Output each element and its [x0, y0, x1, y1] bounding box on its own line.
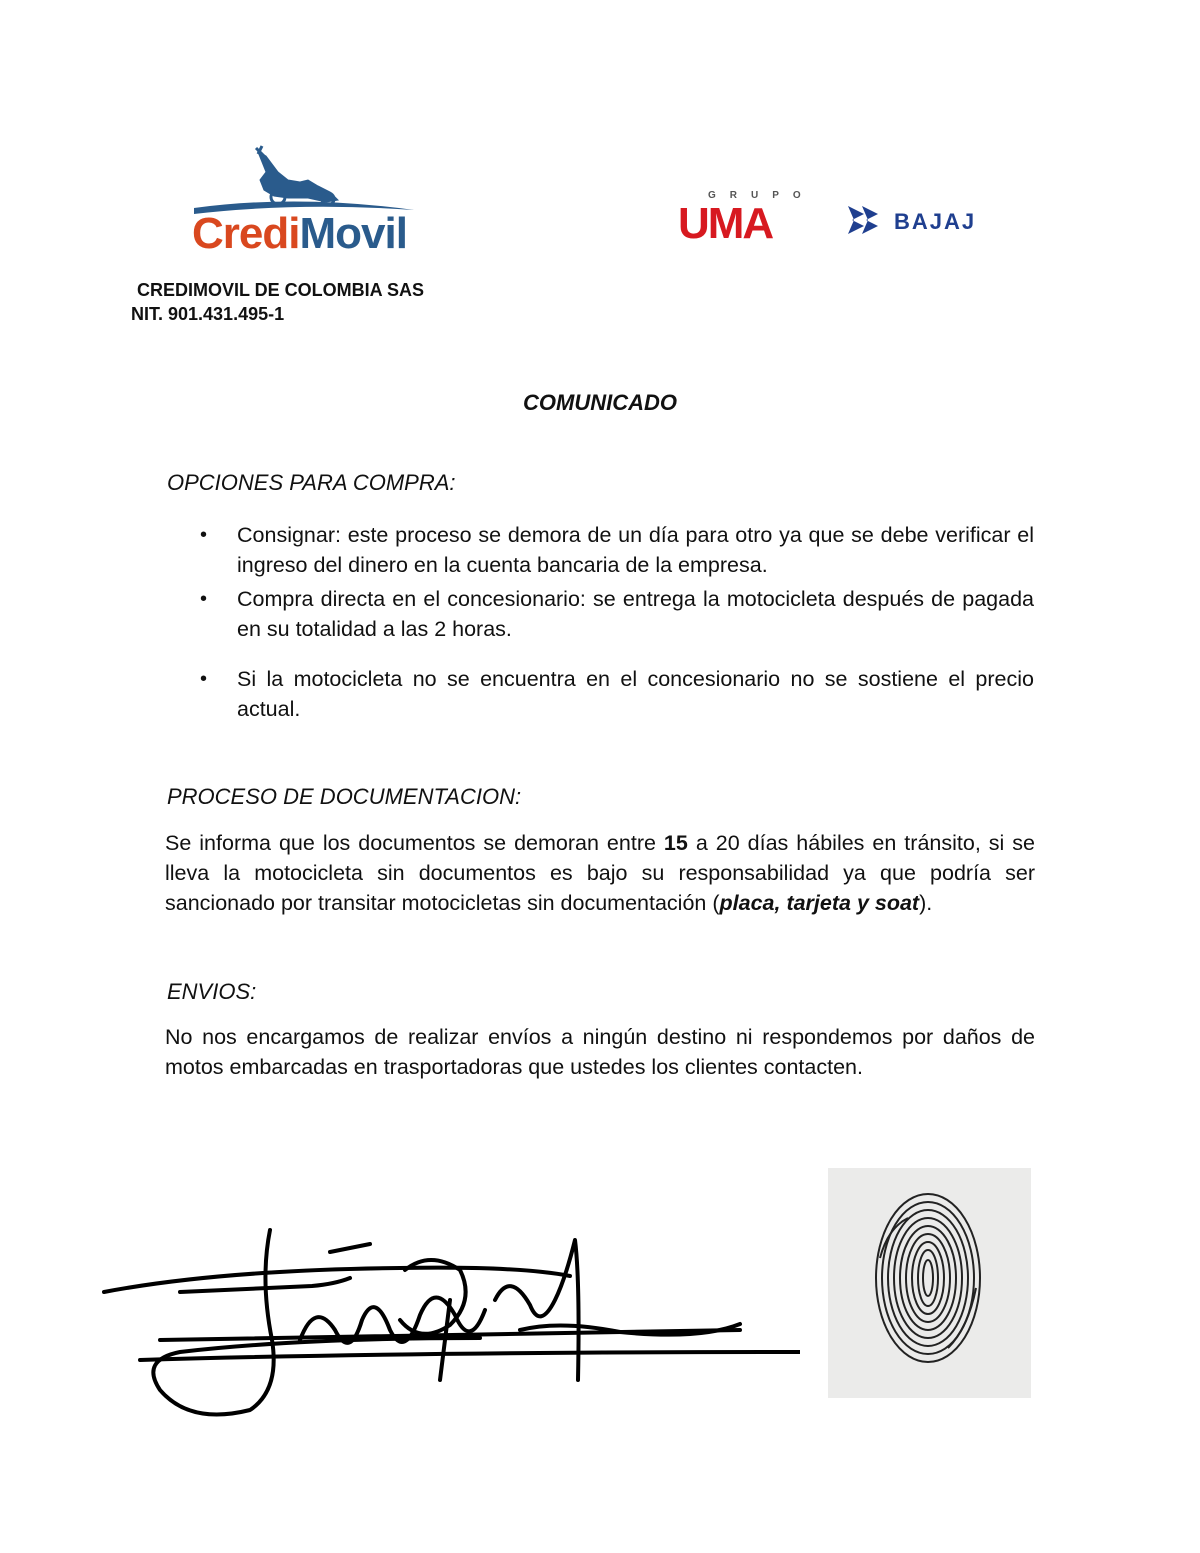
svg-text:GRUPO: GRUPO: [708, 190, 815, 201]
bullet-text: Consignar: este proceso se demora de un día para otro ya que se debe verificar el ingreso del dinero en la cuenta bancaria de la empresa.: [237, 523, 1034, 577]
paragraph-text: Se informa que los documentos se demoran entre: [165, 831, 664, 855]
heading-opciones-compra: OPCIONES PARA COMPRA:: [167, 470, 456, 495]
bajaj-logo: [844, 200, 1004, 240]
handwritten-signature: [100, 1220, 800, 1425]
svg-text:BAJAJ: BAJAJ: [894, 209, 977, 234]
motorcycle-icon: [256, 146, 338, 205]
bullet-icon: •: [200, 668, 208, 690]
paragraph-envios: No nos encargamos de realizar envíos a ningún destino ni respondemos por daños de motos embarcadas en trasportadoras que ustedes los clientes contacten.: [165, 1025, 1035, 1079]
logo-credimovil-wordmark: CrediMovil: [192, 209, 407, 257]
heading-proceso-documentacion: PROCESO DE DOCUMENTACION:: [167, 784, 522, 809]
bullet-icon: •: [200, 588, 208, 610]
days-number: 15: [663, 831, 688, 855]
required-documents: placa, tarjeta y soat: [719, 891, 920, 915]
grupo-uma-logo: [676, 186, 836, 242]
paragraph-text: a 20 días hábiles en tránsito, si se lleva la motocicleta sin documentos es bajo su responsabilidad ya que podría ser sancionado por transitar motocicletas sin documentación (: [165, 831, 1035, 915]
fingerprint-icon: [828, 1168, 1031, 1398]
paragraph-documentacion: [165, 828, 1035, 918]
fingerprint-image: [828, 1168, 1031, 1398]
bullet-icon: •: [200, 524, 208, 546]
bullet-text: Compra directa en el concesionario: se entrega la motocicleta después de pagada en su totalidad a las 2 horas.: [237, 587, 1034, 641]
bullet-text: Si la motocicleta no se encuentra en el concesionario no se sostiene el precio actual.: [237, 667, 1034, 721]
document-title: COMUNICADO: [523, 390, 677, 415]
bajaj-emblem-icon: [848, 206, 878, 234]
company-name: CREDIMOVIL DE COLOMBIA SAS: [137, 280, 425, 300]
company-nit: NIT. 901.431.495-1: [131, 304, 285, 324]
paragraph-text: ).: [919, 891, 933, 915]
credimovil-logo: [188, 142, 418, 257]
heading-envios: ENVIOS:: [167, 979, 257, 1004]
svg-text:UMA: UMA: [678, 199, 773, 242]
